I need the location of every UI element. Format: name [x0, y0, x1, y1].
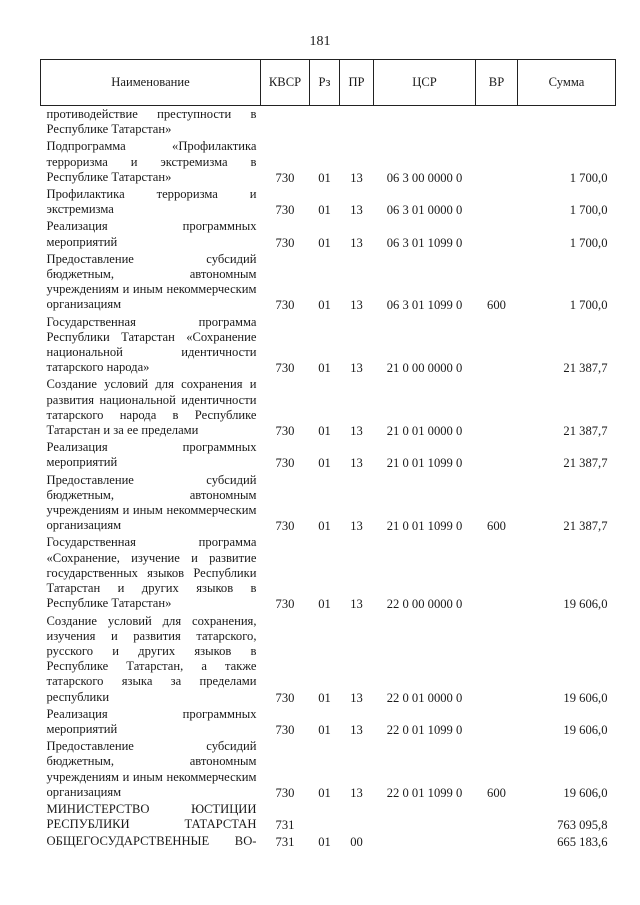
row-vr [476, 613, 518, 706]
row-rz: 01 [318, 785, 331, 800]
row-csr: 22 0 01 1099 0 [386, 785, 463, 800]
row-name: Реализация программных мероприятий [46, 440, 257, 470]
row-sum: 763 095,8 [557, 818, 608, 833]
row-vr: 600 [487, 298, 506, 313]
row-rz: 01 [318, 835, 331, 850]
row-pr: 13 [350, 597, 363, 612]
row-pr [340, 801, 374, 833]
header-rz: Рз [310, 60, 340, 106]
row-name: Предоставление субсидий бюджетным, автономным учреждениям и иным некоммерческим организациям [46, 251, 257, 312]
row-kvsr: 730 [275, 424, 295, 439]
row-rz: 01 [318, 170, 331, 185]
table-row [41, 439, 616, 471]
row-sum: 1 700,0 [569, 235, 608, 250]
row-vr [476, 138, 518, 186]
header-name: Наименование [41, 60, 261, 106]
row-vr [476, 801, 518, 833]
row-name: Государственная программа «Сохранение, изучение и развитие государственных языков Республики Татарстан и других языков в Республике Татарстан» [46, 535, 257, 611]
row-kvsr: 730 [275, 597, 295, 612]
row-rz: 01 [318, 298, 331, 313]
row-pr: 00 [350, 835, 363, 850]
row-pr: 13 [350, 170, 363, 185]
row-csr: 21 0 01 0000 0 [386, 424, 463, 439]
table-row [41, 106, 616, 139]
row-rz: 01 [318, 361, 331, 376]
row-vr: 600 [487, 785, 506, 800]
row-csr [374, 801, 476, 833]
row-sum [518, 106, 616, 139]
row-csr: 22 0 01 1099 0 [386, 722, 463, 737]
table-row [41, 833, 616, 850]
row-sum: 19 606,0 [563, 722, 608, 737]
row-sum: 21 387,7 [563, 519, 608, 534]
row-csr: 06 3 01 1099 0 [386, 298, 463, 313]
row-sum: 21 387,7 [563, 361, 608, 376]
table-row [41, 534, 616, 612]
table-row [41, 801, 616, 833]
row-sum: 1 700,0 [569, 203, 608, 218]
row-csr: 06 3 01 0000 0 [386, 203, 463, 218]
row-kvsr: 730 [275, 456, 295, 471]
row-csr: 22 0 00 0000 0 [386, 597, 463, 612]
row-csr: 21 0 01 1099 0 [386, 456, 463, 471]
row-kvsr: 731 [275, 835, 295, 850]
row-kvsr: 730 [275, 298, 295, 313]
row-vr [476, 186, 518, 218]
row-vr [476, 218, 518, 250]
row-rz: 01 [318, 597, 331, 612]
row-name: МИНИСТЕРСТВО ЮСТИЦИИ РЕСПУБЛИКИ ТАТАРСТАН [46, 801, 257, 832]
row-pr: 13 [350, 361, 363, 376]
row-sum: 21 387,7 [563, 456, 608, 471]
header-csr: ЦСР [374, 60, 476, 106]
row-csr [374, 106, 476, 139]
row-pr: 13 [350, 235, 363, 250]
row-pr: 13 [350, 519, 363, 534]
row-name: Создание условий для сохранения, изучения и развития татарского, русского и других языков в Республике Татарстан, а также татарского языка за пределами республики [46, 613, 257, 704]
row-kvsr: 730 [275, 722, 295, 737]
row-kvsr: 730 [275, 203, 295, 218]
table-row [41, 218, 616, 250]
row-name: Создание условий для сохранения и развития национальной идентичности татарского народа в Республике Татарстан и за ее пределами [46, 377, 257, 438]
row-name: противодействие преступности в Республике Татарстан» [46, 107, 257, 137]
table-row [41, 376, 616, 439]
row-vr [476, 439, 518, 471]
row-name: Предоставление субсидий бюджетным, автономным учреждениям и иным некоммерческим организациям [46, 739, 257, 799]
row-kvsr: 730 [275, 519, 295, 534]
row-name: Подпрограмма «Профилактика терроризма и экстремизма в Республике Татарстан» [46, 139, 257, 184]
page-number: 181 [309, 34, 331, 49]
row-vr [476, 534, 518, 612]
row-csr [374, 833, 476, 850]
row-pr: 13 [350, 690, 363, 705]
row-name: Профилактика терроризма и экстремизма [46, 187, 257, 217]
row-name: Реализация программных мероприятий [46, 219, 257, 249]
row-vr [476, 706, 518, 738]
row-kvsr: 730 [275, 235, 295, 250]
row-csr: 21 0 01 1099 0 [386, 519, 463, 534]
row-vr [476, 314, 518, 377]
row-pr: 13 [350, 298, 363, 313]
header-kvsr: КВСР [261, 60, 310, 106]
table-row [41, 706, 616, 738]
row-pr: 13 [350, 456, 363, 471]
table-row [41, 472, 616, 535]
row-vr: 600 [487, 519, 506, 534]
row-csr: 21 0 00 0000 0 [386, 361, 463, 376]
row-pr: 13 [350, 722, 363, 737]
table-row [41, 613, 616, 706]
row-rz: 01 [318, 456, 331, 471]
row-kvsr: 730 [275, 170, 295, 185]
row-vr [476, 106, 518, 139]
row-rz: 01 [318, 424, 331, 439]
row-name: Реализация программных мероприятий [46, 706, 257, 736]
row-sum: 19 606,0 [563, 597, 608, 612]
row-name: Предоставление субсидий бюджетным, автономным учреждениям и иным некоммерческим организациям [46, 472, 257, 533]
row-pr: 13 [350, 424, 363, 439]
row-vr [476, 376, 518, 439]
table-row [41, 314, 616, 377]
table-row [41, 738, 616, 801]
row-kvsr: 731 [275, 818, 295, 833]
row-kvsr [261, 106, 310, 139]
header-vr: ВР [476, 60, 518, 106]
row-name: Государственная программа Республики Татарстан «Сохранение национальной идентичности татарского народа» [46, 314, 257, 375]
row-sum: 1 700,0 [569, 298, 608, 313]
table-row [41, 251, 616, 314]
header-sum: Сумма [518, 60, 616, 106]
row-pr: 13 [350, 785, 363, 800]
row-sum: 19 606,0 [563, 690, 608, 705]
table-row [41, 186, 616, 218]
row-rz: 01 [318, 235, 331, 250]
row-csr: 22 0 01 0000 0 [386, 690, 463, 705]
row-vr [476, 833, 518, 850]
row-pr: 13 [350, 203, 363, 218]
table-header-row [41, 60, 616, 106]
row-kvsr: 730 [275, 361, 295, 376]
row-name: ОБЩЕГОСУДАРСТВЕННЫЕ ВО- [46, 834, 257, 849]
row-rz: 01 [318, 722, 331, 737]
row-sum: 1 700,0 [569, 170, 608, 185]
table-row [41, 138, 616, 186]
row-kvsr: 730 [275, 690, 295, 705]
row-sum: 665 183,6 [557, 835, 608, 850]
row-rz [310, 801, 340, 833]
row-rz: 01 [318, 519, 331, 534]
header-pr: ПР [340, 60, 374, 106]
row-sum: 21 387,7 [563, 424, 608, 439]
row-pr [340, 106, 374, 139]
row-rz: 01 [318, 690, 331, 705]
row-rz [310, 106, 340, 139]
row-sum: 19 606,0 [563, 785, 608, 800]
budget-table [40, 59, 616, 851]
row-csr: 06 3 00 0000 0 [386, 170, 463, 185]
row-csr: 06 3 01 1099 0 [386, 235, 463, 250]
row-kvsr: 730 [275, 785, 295, 800]
row-rz: 01 [318, 203, 331, 218]
